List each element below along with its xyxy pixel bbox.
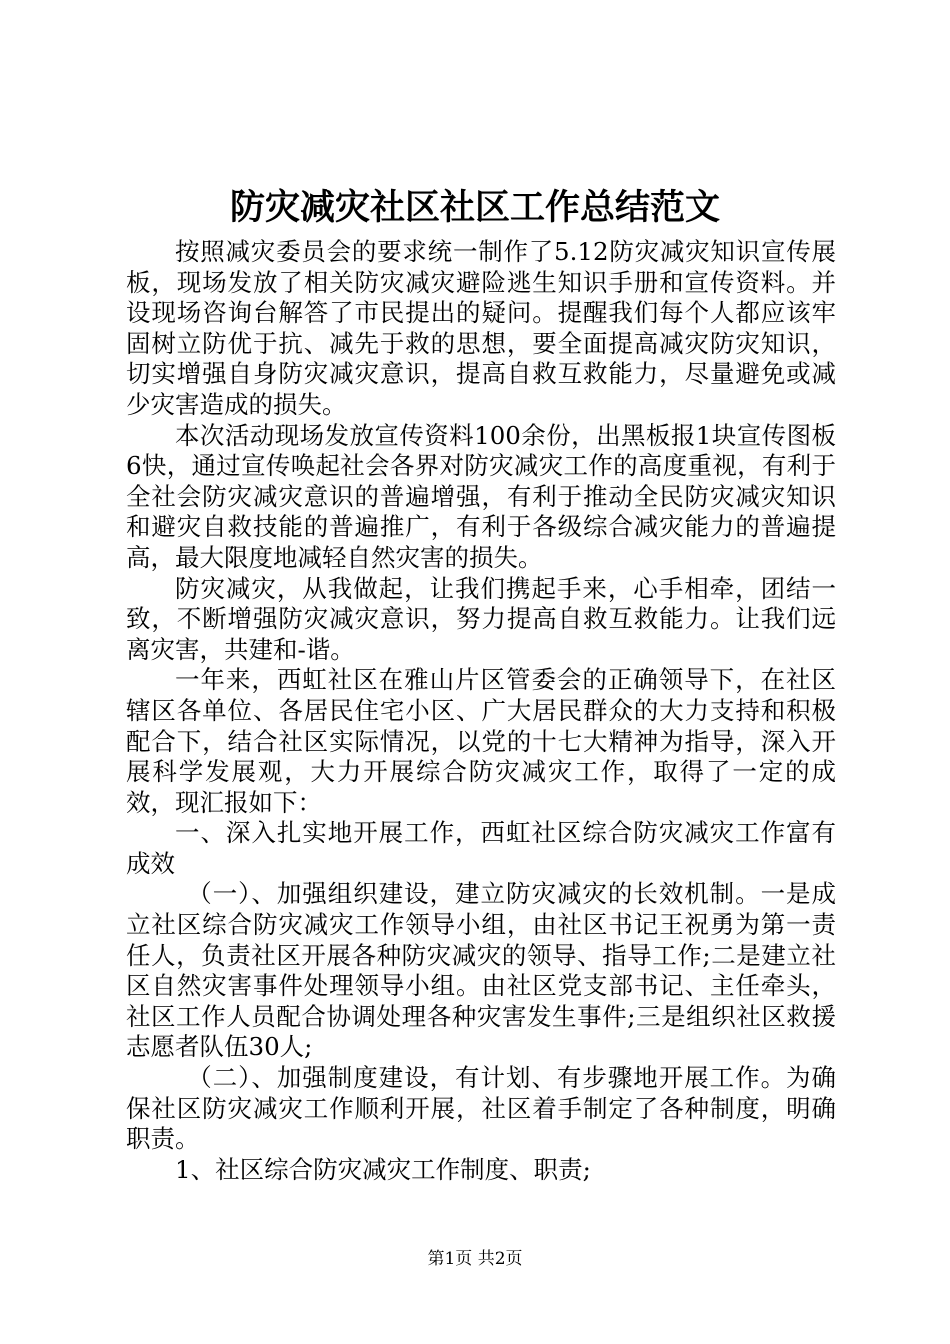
paragraph: （一）、加强组织建设，建立防灾减灾的长效机制。一是成立社区综合防灾减灾工作领导小组，由社区书记王祝勇为第一责任人，负责社区开展各种防灾减灾的领导、指导工作;二是建立社区自然灾害事件处理领导小组。由社区党支部书记、主任牵头，社区工作人员配合协调处理各种灾害发生事件;三是组织社区救援志愿者队伍30人; <box>126 879 836 1062</box>
paragraph: （二）、加强制度建设，有计划、有步骤地开展工作。为确保社区防灾减灾工作顺利开展，社区着手制定了各种制度，明确职责。 <box>126 1063 836 1154</box>
paragraph: 按照减灾委员会的要求统一制作了5.12防灾减灾知识宣传展板，现场发放了相关防灾减灾避险逃生知识手册和宣传资料。并设现场咨询台解答了市民提出的疑问。提醒我们每个人都应该牢固树立防优于抗、减先于救的思想，要全面提高减灾防灾知识，切实增强自身防灾减灾意识，提高自救互救能力，尽量避免或减少灾害造成的损失。 <box>126 237 836 419</box>
section-heading: 一、深入扎实地开展工作，西虹社区综合防灾减灾工作富有成效 <box>126 818 836 878</box>
list-item: 1、社区综合防灾减灾工作制度、职责; <box>175 1154 591 1184</box>
paragraph: 一年来，西虹社区在雅山片区管委会的正确领导下，在社区辖区各单位、各居民住宅小区、广大居民群众的大力支持和积极配合下，结合社区实际情况，以党的十七大精神为指导，深入开展科学发展观，大力开展综合防灾减灾工作，取得了一定的成效，现汇报如下： <box>126 665 836 817</box>
document-body <box>126 237 836 1185</box>
paragraph: 防灾减灾，从我做起，让我们携起手来，心手相牵，团结一致，不断增强防灾减灾意识，努力提高自救互救能力。让我们远离灾害，共建和-谐。 <box>126 573 836 664</box>
page-footer: 第1页 共2页 <box>427 1249 523 1269</box>
document-title: 防灾减灾社区社区工作总结范文 <box>229 187 720 228</box>
paragraph: 本次活动现场发放宣传资料100余份，出黑板报1块宣传图板6快，通过宣传唤起社会各界对防灾减灾工作的高度重视，有利于全社会防灾减灾意识的普遍增强，有利于推动全民防灾减灾知识和避灾自救技能的普遍推广，有利于各级综合减灾能力的普遍提高，最大限度地减轻自然灾害的损失。 <box>126 420 836 572</box>
